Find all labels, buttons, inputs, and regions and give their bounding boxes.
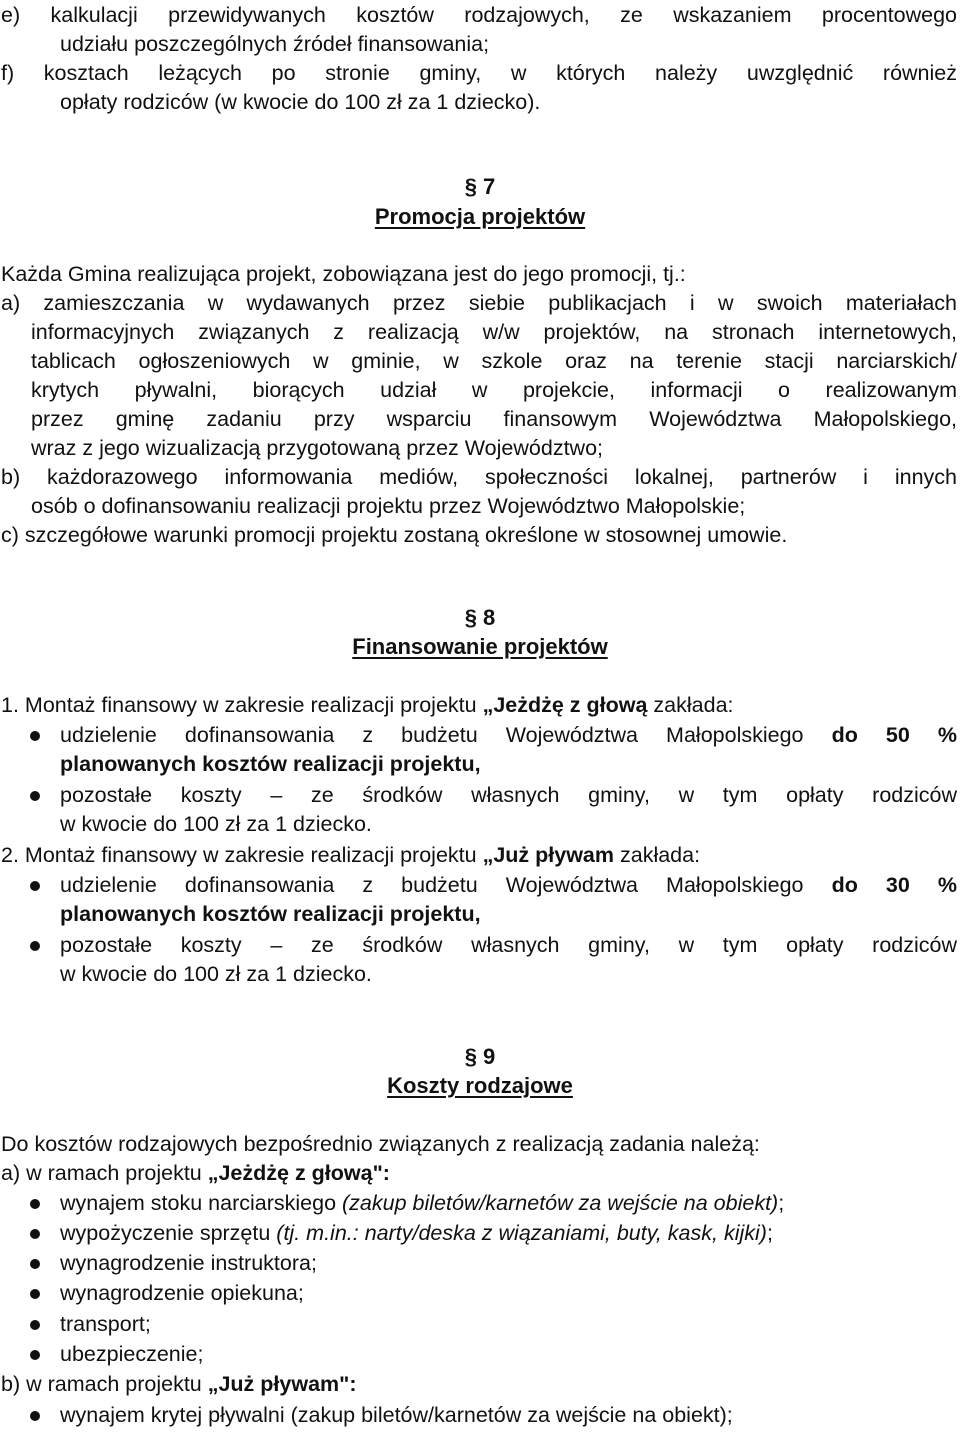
text-run: b) w ramach projektu [1, 1372, 208, 1396]
text-run: zakłada: [647, 693, 734, 717]
text-run-italic: (zakup biletów/karnetów za wejście na obiekt) [342, 1191, 779, 1215]
list-item: pozostałe koszty – ze środków własnych gminy, w tym opłaty rodziców [60, 933, 957, 957]
project-name: „Już pływam": [207, 1372, 357, 1396]
paragraph-line: opłaty rodziców (w kwocie do 100 zł za 1 dziecko). [60, 90, 541, 114]
text-run: a) w ramach projektu [1, 1161, 208, 1185]
list-item [60, 1218, 773, 1248]
list-item-continuation [60, 899, 481, 929]
text-run-italic: (tj. m.in.: narty/deska z wiązaniami, buty, kask, kijki) [276, 1221, 767, 1245]
paragraph-line [1, 1158, 390, 1188]
paragraph-line: c) szczegółowe warunki promocji projektu zostaną określone w stosownej umowie. [1, 523, 788, 547]
text-run-bold: do 50 % [831, 723, 957, 747]
paragraph-line: tablicach ogłoszeniowych w gminie, w szkole oraz na terenie stacji narciarskich/ [31, 349, 957, 373]
paragraph-line: f) kosztach leżących po stronie gminy, w których należy uwzględnić również [1, 61, 957, 85]
bullet-icon [30, 791, 40, 801]
paragraph-line [1, 690, 734, 720]
paragraph-line: e) kalkulacji przewidywanych kosztów rodzajowych, ze wskazaniem procentowego [1, 3, 957, 27]
paragraph-line: udziału poszczególnych źródeł finansowania; [60, 32, 490, 56]
list-item: wynajem krytej pływalni (zakup biletów/karnetów za wejście na obiekt); [60, 1403, 733, 1427]
bullet-icon [30, 1289, 40, 1299]
paragraph-line: osób o dofinansowaniu realizacji projektu przez Województwo Małopolskie; [31, 494, 746, 518]
paragraph-line: informacyjnych związanych z realizacją w/w projektów, na stronach internetowych, [31, 320, 957, 344]
list-item: ubezpieczenie; [60, 1342, 204, 1366]
paragraph-line: wraz z jego wizualizacją przygotowaną przez Województwo; [31, 436, 603, 460]
paragraph-line: b) każdorazowego informowania mediów, społeczności lokalnej, partnerów i innych [1, 465, 957, 489]
bullet-icon [30, 881, 40, 891]
project-name: „Już pływam [482, 843, 615, 867]
text-run: wypożyczenie sprzętu [60, 1221, 277, 1245]
text-run: udzielenie dofinansowania z budżetu Województwa Małopolskiego [60, 873, 832, 897]
list-item: wynagrodzenie opiekuna; [60, 1281, 304, 1305]
list-item [60, 720, 957, 750]
list-item: wynagrodzenie instruktora; [60, 1251, 317, 1275]
bullet-icon [30, 1199, 40, 1209]
paragraph-line: przez gminę zadaniu przy wsparciu finansowym Województwa Małopolskiego, [31, 407, 957, 431]
text-run-bold: planowanych kosztów realizacji projektu, [60, 902, 481, 926]
paragraph-line [1, 840, 700, 870]
text-run-bold: planowanych kosztów realizacji projektu, [60, 752, 481, 776]
paragraph-line: Każda Gmina realizująca projekt, zobowiązana jest do jego promocji, tj.: [1, 262, 686, 286]
list-item-continuation [60, 749, 481, 779]
text-run: ; [778, 1191, 785, 1215]
section-number: § 9 [464, 1044, 496, 1069]
text-run: ; [766, 1221, 773, 1245]
paragraph-line: Do kosztów rodzajowych bezpośrednio związanych z realizacją zadania należą: [1, 1132, 760, 1156]
section-title: Finansowanie projektów [352, 634, 608, 659]
list-item [60, 1188, 784, 1218]
list-item [60, 870, 957, 900]
bullet-icon [30, 1259, 40, 1269]
text-run: 2. Montaż finansowy w zakresie realizacji projektu [1, 843, 483, 867]
list-item: transport; [60, 1312, 151, 1336]
bullet-icon [30, 731, 40, 741]
bullet-icon [30, 1350, 40, 1360]
text-run: wynajem stoku narciarskiego [60, 1191, 343, 1215]
list-item: pozostałe koszty – ze środków własnych gminy, w tym opłaty rodziców [60, 783, 957, 807]
project-name: „Jeżdżę z głową": [207, 1161, 390, 1185]
paragraph-line [1, 1369, 357, 1399]
section-number: § 8 [464, 605, 496, 630]
section-title: Koszty rodzajowe [387, 1073, 573, 1098]
list-item-continuation: w kwocie do 100 zł za 1 dziecko. [60, 812, 372, 836]
bullet-icon [30, 941, 40, 951]
bullet-icon [30, 1229, 40, 1239]
bullet-icon [30, 1411, 40, 1421]
bullet-icon [30, 1320, 40, 1330]
section-number: § 7 [464, 174, 496, 199]
paragraph-line: krytych pływalni, biorących udział w projekcie, informacji o realizowanym [31, 378, 957, 402]
text-run: zakłada: [614, 843, 701, 867]
text-run: 1. Montaż finansowy w zakresie realizacji projektu [1, 693, 483, 717]
paragraph-line: a) zamieszczania w wydawanych przez siebie publikacjach i w swoich materiałach [1, 291, 957, 315]
list-item-continuation: w kwocie do 100 zł za 1 dziecko. [60, 962, 372, 986]
project-name: „Jeżdżę z głową [482, 693, 648, 717]
text-run-bold: do 30 % [831, 873, 957, 897]
section-title: Promocja projektów [374, 204, 586, 229]
text-run: udzielenie dofinansowania z budżetu Województwa Małopolskiego [60, 723, 832, 747]
